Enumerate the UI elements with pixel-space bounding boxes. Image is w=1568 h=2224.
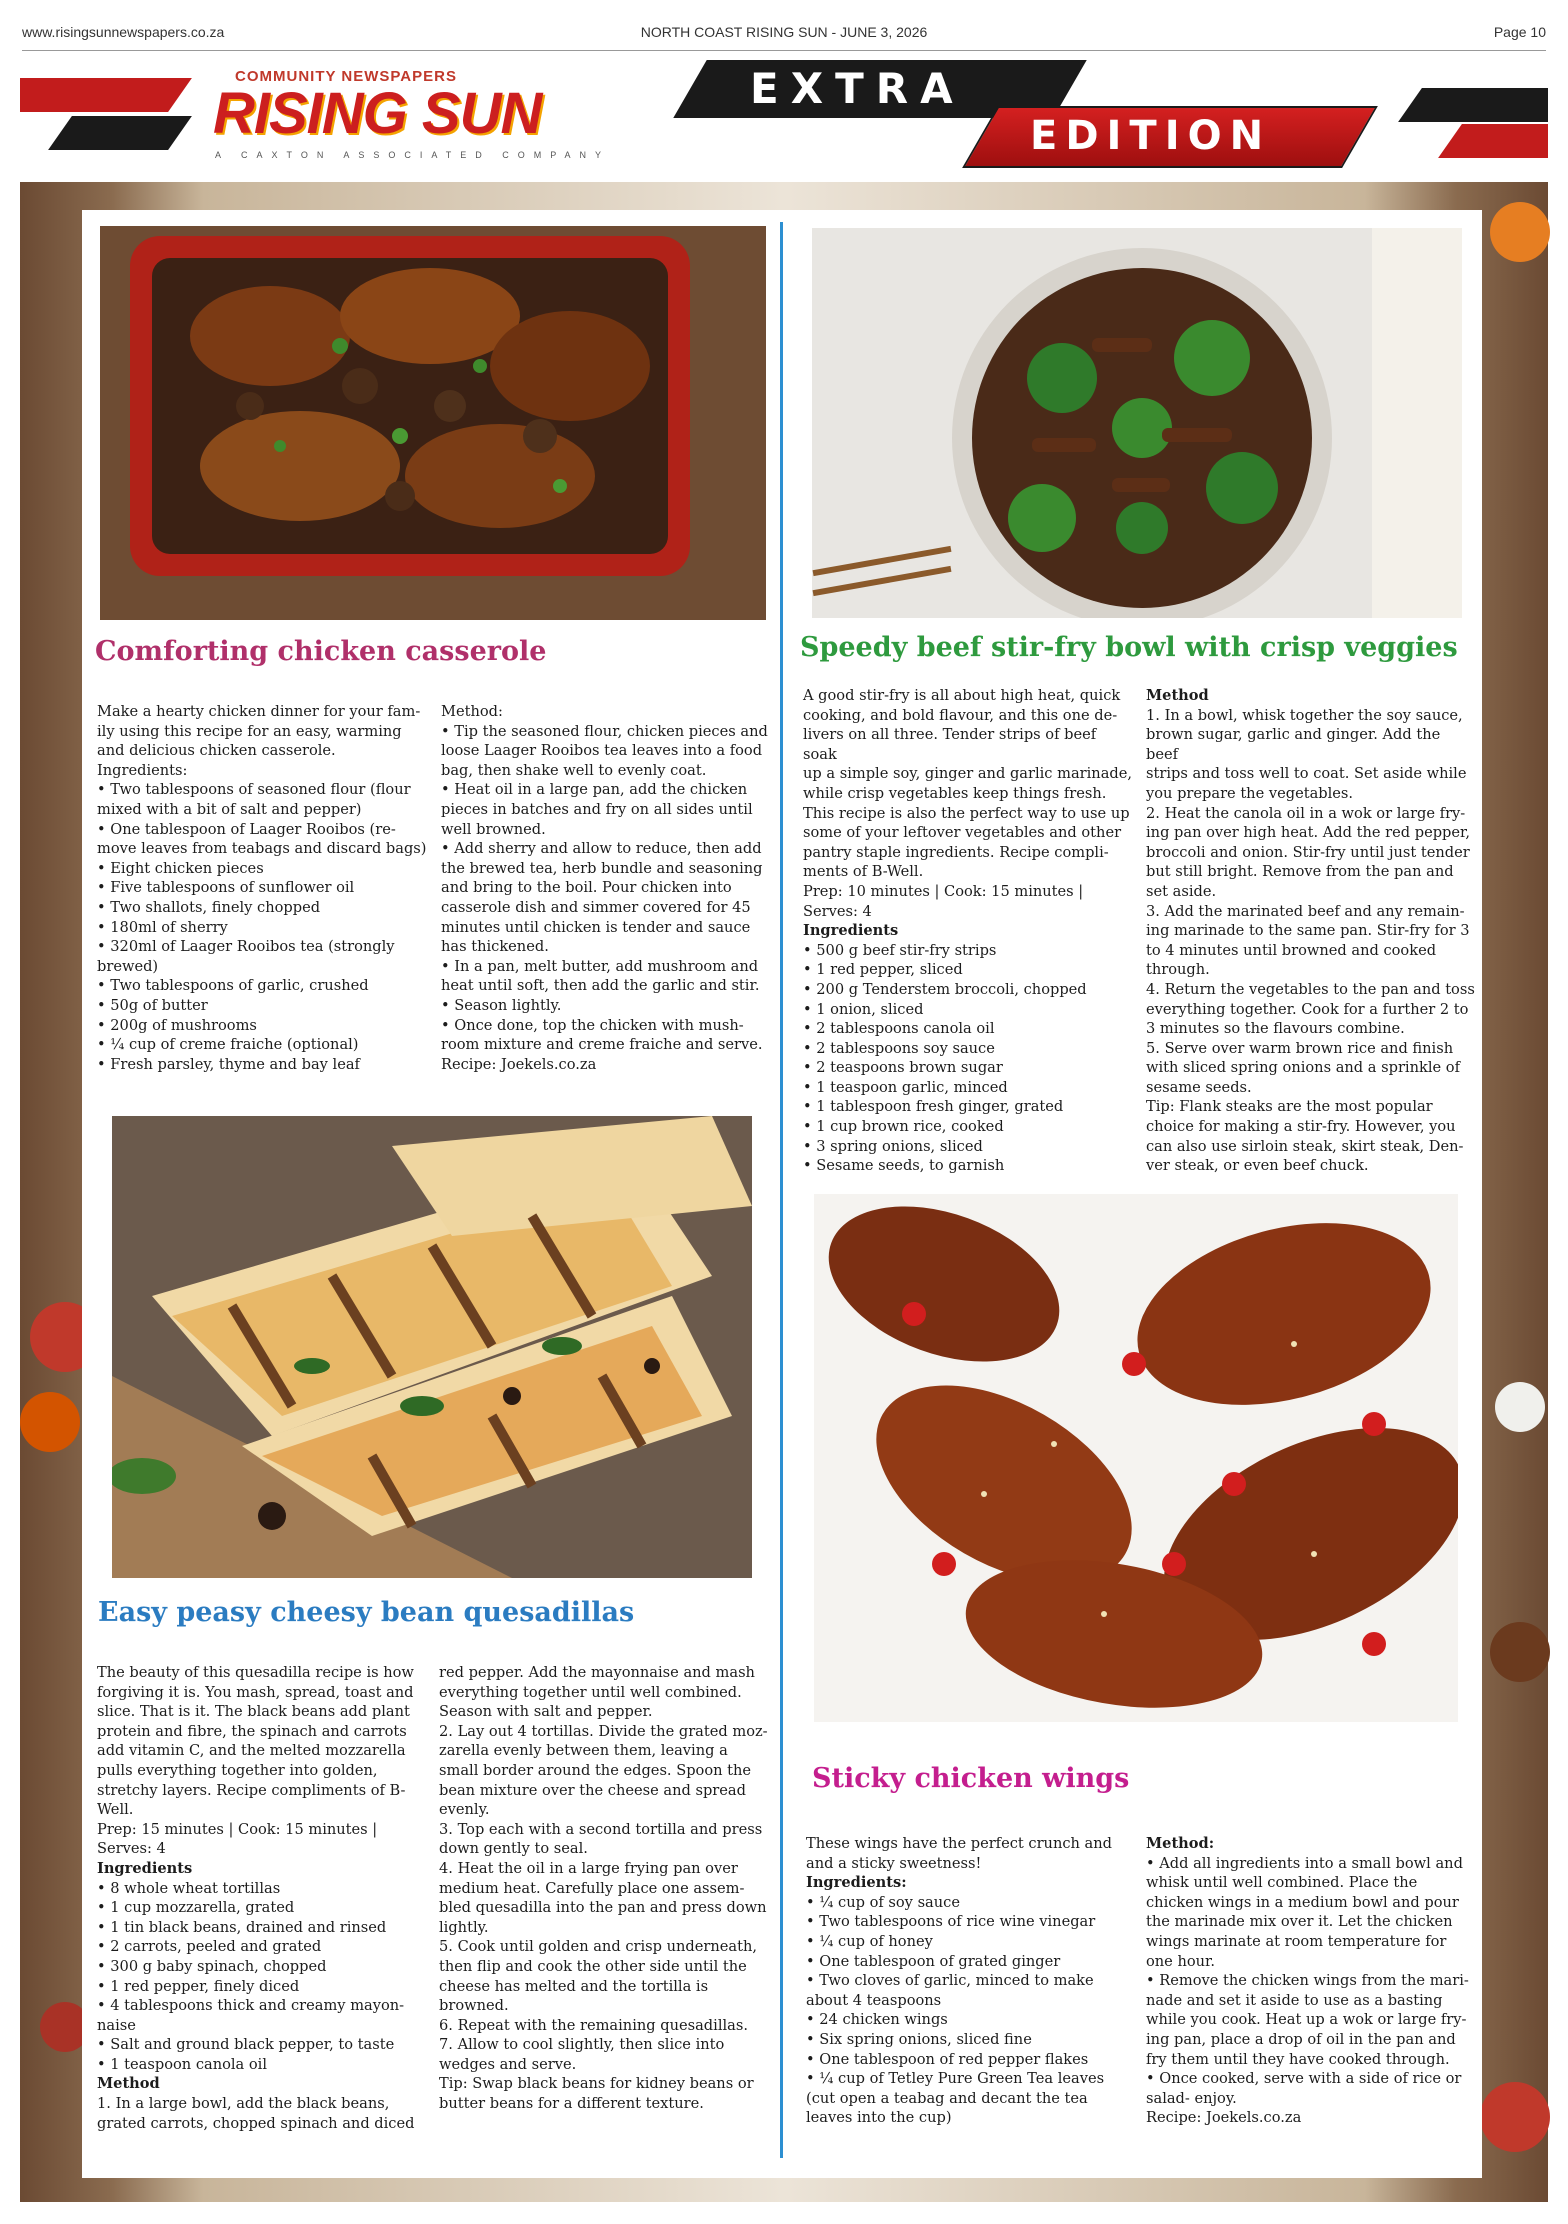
- website-link[interactable]: www.risingsunnewspapers.co.za: [22, 24, 225, 40]
- squash-decoration: [1490, 202, 1550, 262]
- casserole-intro-column: [97, 702, 427, 1074]
- text-line: and bring to the boil. Pour chicken into: [441, 879, 732, 897]
- text-line: Recipe: Joekels.co.za: [441, 1055, 597, 1073]
- text-line: cheese has melted and the tortilla is: [439, 1977, 709, 1995]
- text-line: mixed with a bit of salt and pepper): [97, 800, 362, 818]
- running-header: [22, 24, 1546, 44]
- text-line: (cut open a teabag and decant the tea: [806, 2089, 1088, 2107]
- column-divider: [780, 222, 783, 2158]
- text-line: pantry staple ingredients. Recipe compli-: [803, 843, 1109, 861]
- text-line: • Season lightly.: [441, 996, 562, 1014]
- text-line: casserole dish and simmer covered for 45: [441, 898, 751, 916]
- text-line: • One tablespoon of grated ginger: [806, 1952, 1061, 1970]
- text-line: • 200 g Tenderstem broccoli, chopped: [803, 980, 1087, 998]
- text-line: brown sugar, garlic and ginger. Add the beef: [1146, 726, 1441, 763]
- community-label: COMMUNITY NEWSPAPERS: [235, 68, 457, 85]
- text-line: • Two tablespoons of garlic, crushed: [97, 977, 369, 995]
- text-line: has thickened.: [441, 938, 549, 956]
- text-line: • Two tablespoons of seasoned flour (flour: [97, 781, 411, 799]
- text-line: 3. Add the marinated beef and any remain-: [1146, 902, 1465, 920]
- text-line: stretchy layers. Recipe compliments of B-: [97, 1781, 406, 1799]
- text-line: • 320ml of Laager Rooibos tea (strongly: [97, 938, 395, 956]
- text-line: • Fresh parsley, thyme and bay leaf: [97, 1055, 360, 1073]
- text-line: lightly.: [439, 1918, 489, 1936]
- text-line: up a simple soy, ginger and garlic marinade,: [803, 765, 1133, 783]
- text-line: • 2 teaspoons brown sugar: [803, 1059, 1003, 1077]
- issue-line: NORTH COAST RISING SUN - JUNE 3, 2026: [640, 24, 928, 40]
- beef-stir-fry-photo: [812, 228, 1462, 618]
- text-line: and delicious chicken casserole.: [97, 742, 336, 760]
- text-line: about 4 teaspoons: [806, 1991, 942, 2009]
- text-line: • Remove the chicken wings from the mari-: [1146, 1972, 1469, 1990]
- text-line: down gently to seal.: [439, 1840, 588, 1858]
- text-line: A good stir-fry is all about high heat, quick: [803, 687, 1121, 704]
- text-line: ments of B-Well.: [803, 863, 924, 881]
- text-line: set aside.: [1146, 882, 1217, 900]
- wings-method-column: [1146, 1834, 1476, 2128]
- text-line: one hour.: [1146, 1952, 1216, 1970]
- text-line: 7. Allow to cool slightly, then slice into: [439, 2036, 725, 2054]
- text-line: These wings have the perfect crunch and: [806, 1835, 1112, 1852]
- garlic-decoration: [1495, 1382, 1545, 1432]
- text-line: while you cook. Heat up a wok or large fry-: [1146, 2011, 1467, 2029]
- text-line: • 1 cup mozzarella, grated: [97, 1899, 295, 1917]
- text-line: 2. Lay out 4 tortillas. Divide the grated moz-: [439, 1722, 768, 1740]
- casserole-title: Comforting chicken casserole: [95, 636, 547, 667]
- text-line: • ¼ cup of creme fraiche (optional): [97, 1036, 359, 1054]
- black-stripe-right: [1398, 88, 1548, 122]
- text-line: Method:: [1146, 1835, 1215, 1852]
- newspaper-name: RISING SUN: [213, 81, 542, 146]
- text-line: and a sticky sweetness!: [806, 1854, 982, 1872]
- text-line: 6. Repeat with the remaining quesadillas.: [439, 2016, 748, 2034]
- text-line: the brewed tea, herb bundle and seasoning: [441, 859, 763, 877]
- text-line: • Heat oil in a large pan, add the chicken: [441, 781, 748, 799]
- text-line: then flip and cook the other side until the: [439, 1957, 747, 1975]
- text-line: bag, then shake well to evenly coat.: [441, 761, 707, 779]
- text-line: while crisp vegetables keep things fresh.: [803, 784, 1107, 802]
- text-line: medium heat. Carefully place one assem-: [439, 1879, 745, 1897]
- text-line: • 2 tablespoons soy sauce: [803, 1039, 995, 1057]
- newspaper-logo: [205, 66, 645, 176]
- text-line: wedges and serve.: [439, 2055, 577, 2073]
- company-label: A CAXTON ASSOCIATED COMPANY: [215, 150, 611, 160]
- text-line: • 200g of mushrooms: [97, 1016, 257, 1034]
- text-line: • 2 carrots, peeled and grated: [97, 1938, 322, 1956]
- text-line: but still bright. Remove from the pan and: [1146, 863, 1454, 881]
- text-line: This recipe is also the perfect way to use up: [803, 804, 1130, 822]
- text-line: well browned.: [441, 820, 546, 838]
- tomato-decoration: [20, 1392, 80, 1452]
- text-line: ily using this recipe for an easy, warming: [97, 722, 402, 740]
- text-line: brewed): [97, 957, 159, 975]
- text-line: small border around the edges. Spoon the: [439, 1761, 752, 1779]
- text-line: butter beans for a different texture.: [439, 2095, 704, 2113]
- stirfry-title: Speedy beef stir-fry bowl with crisp veggies: [800, 632, 1458, 663]
- text-line: Well.: [97, 1801, 134, 1819]
- text-line: 5. Cook until golden and crisp underneath,: [439, 1938, 757, 1956]
- text-line: wings marinate at room temperature for: [1146, 1932, 1447, 1950]
- text-line: • Two cloves of garlic, minced to make: [806, 1972, 1094, 1990]
- text-line: • In a pan, melt butter, add mushroom and: [441, 957, 759, 975]
- text-line: 4. Return the vegetables to the pan and toss: [1146, 980, 1475, 998]
- text-line: cooking, and bold flavour, and this one de-: [803, 706, 1118, 724]
- text-line: Method: [1146, 687, 1209, 704]
- text-line: minutes until chicken is tender and sauce: [441, 918, 751, 936]
- red-stripe-right: [1438, 124, 1548, 158]
- text-line: through.: [1146, 961, 1210, 979]
- text-line: browned.: [439, 1997, 509, 2015]
- text-line: • 1 tablespoon fresh ginger, grated: [803, 1098, 1064, 1116]
- text-line: 5. Serve over warm brown rice and finish: [1146, 1039, 1454, 1057]
- text-line: • Eight chicken pieces: [97, 859, 264, 877]
- text-line: Prep: 10 minutes | Cook: 15 minutes |: [803, 882, 1084, 900]
- text-line: • Two shallots, finely chopped: [97, 898, 321, 916]
- text-line: ing pan, place a drop of oil in the pan and: [1146, 2030, 1456, 2048]
- quesadilla-intro-column: [97, 1663, 427, 2133]
- text-line: red pepper. Add the mayonnaise and mash: [439, 1664, 755, 1681]
- text-line: with sliced spring onions and a sprinkle of: [1146, 1059, 1460, 1077]
- quesadilla-method-column: [439, 1663, 769, 2114]
- text-line: Ingredients: [803, 922, 899, 940]
- text-line: salad- enjoy.: [1146, 2089, 1237, 2107]
- text-line: move leaves from teabags and discard bags): [97, 840, 427, 858]
- casserole-method-column: [441, 702, 771, 1074]
- text-line: loose Laager Rooibos tea leaves into a food: [441, 742, 763, 760]
- text-line: • 300 g baby spinach, chopped: [97, 1957, 327, 1975]
- masthead-banner: [20, 58, 1548, 178]
- text-line: • One tablespoon of Laager Rooibos (re-: [97, 820, 396, 838]
- text-line: livers on all three. Tender strips of beef soak: [803, 726, 1097, 763]
- text-line: • 2 tablespoons canola oil: [803, 1020, 995, 1038]
- chicken-wings-photo: [814, 1194, 1458, 1722]
- text-line: leaves into the cup): [806, 2109, 952, 2127]
- text-line: • Add sherry and allow to reduce, then add: [441, 840, 762, 858]
- text-line: The beauty of this quesadilla recipe is how: [97, 1664, 414, 1681]
- text-line: to 4 minutes until browned and cooked: [1146, 941, 1437, 959]
- text-line: pieces in batches and fry on all sides until: [441, 800, 753, 818]
- text-line: heat until soft, then add the garlic and stir.: [441, 977, 760, 995]
- text-line: chicken wings in a medium bowl and pour: [1146, 1893, 1459, 1911]
- text-line: ver steak, or even beef chuck.: [1146, 1157, 1369, 1175]
- text-line: Tip: Swap black beans for kidney beans or: [439, 2075, 754, 2093]
- text-line: • 3 spring onions, sliced: [803, 1137, 983, 1155]
- text-line: • ¼ cup of Tetley Pure Green Tea leaves: [806, 2070, 1105, 2088]
- text-line: broccoli and onion. Stir-fry until just tender: [1146, 843, 1470, 861]
- stirfry-intro-column: [803, 686, 1133, 1176]
- text-line: protein and fibre, the spinach and carrots: [97, 1722, 407, 1740]
- text-line: nade and set it aside to use as a basting: [1146, 1991, 1443, 2009]
- text-line: the marinade mix over it. Let the chicken: [1146, 1913, 1453, 1931]
- stirfry-method-column: [1146, 686, 1476, 1176]
- text-line: Season with salt and pepper.: [439, 1703, 653, 1721]
- text-line: 4. Heat the oil in a large frying pan over: [439, 1859, 738, 1877]
- text-line: • 1 red pepper, sliced: [803, 961, 963, 979]
- spice-bowl-decoration: [1490, 1622, 1550, 1682]
- text-line: 3 minutes so the flavours combine.: [1146, 1020, 1405, 1038]
- text-line: Ingredients:: [806, 1874, 907, 1892]
- text-line: Ingredients: [97, 1859, 193, 1877]
- text-line: Serves: 4: [97, 1840, 166, 1858]
- text-line: add vitamin C, and the melted mozzarella: [97, 1742, 406, 1760]
- text-line: Tip: Flank steaks are the most popular: [1146, 1098, 1433, 1116]
- text-line: • Salt and ground black pepper, to taste: [97, 2036, 395, 2054]
- text-line: fry them until they have cooked through.: [1146, 2050, 1450, 2068]
- text-line: • 500 g beef stir-fry strips: [803, 941, 997, 959]
- text-line: • Add all ingredients into a small bowl and: [1146, 1854, 1463, 1872]
- text-line: • One tablespoon of red pepper flakes: [806, 2050, 1089, 2068]
- text-line: 1. In a large bowl, add the black beans,: [97, 2095, 390, 2113]
- text-line: • 1 teaspoon canola oil: [97, 2055, 268, 2073]
- text-line: • 1 cup brown rice, cooked: [803, 1118, 1004, 1136]
- extra-label: EXTRA: [750, 64, 965, 113]
- red-stripe-left: [20, 78, 192, 112]
- text-line: bean mixture over the cheese and spread: [439, 1781, 746, 1799]
- text-line: sesame seeds.: [1146, 1078, 1252, 1096]
- text-line: Method:: [441, 703, 503, 720]
- text-line: • 1 teaspoon garlic, minced: [803, 1078, 1008, 1096]
- quesadilla-title: Easy peasy cheesy bean quesadillas: [98, 1597, 635, 1628]
- text-line: everything together until well combined.: [439, 1683, 742, 1701]
- text-line: can also use sirloin steak, skirt steak, Den-: [1146, 1137, 1464, 1155]
- text-line: 2. Heat the canola oil in a wok or large fry-: [1146, 804, 1466, 822]
- text-line: • ¼ cup of soy sauce: [806, 1893, 960, 1911]
- text-line: • Sesame seeds, to garnish: [803, 1157, 1005, 1175]
- wings-ingredients-column: [806, 1834, 1136, 2128]
- text-line: Prep: 15 minutes | Cook: 15 minutes |: [97, 1820, 378, 1838]
- text-line: Make a hearty chicken dinner for your fam-: [97, 703, 421, 720]
- text-line: Ingredients:: [97, 761, 188, 779]
- text-line: • 50g of butter: [97, 996, 208, 1014]
- text-line: • Tip the seasoned flour, chicken pieces and: [441, 722, 768, 740]
- text-line: slice. That is it. The black beans add plant: [97, 1703, 410, 1721]
- text-line: grated carrots, chopped spinach and diced: [97, 2114, 415, 2132]
- text-line: ing marinade to the same pan. Stir-fry for 3: [1146, 922, 1470, 940]
- text-line: • 1 onion, sliced: [803, 1000, 924, 1018]
- text-line: • 24 chicken wings: [806, 2011, 948, 2029]
- black-stripe-left: [48, 116, 192, 150]
- text-line: • Once cooked, serve with a side of rice or: [1146, 2070, 1462, 2088]
- text-line: strips and toss well to coat. Set aside while: [1146, 765, 1467, 783]
- edition-label: EDITION: [1030, 113, 1272, 159]
- text-line: • 180ml of sherry: [97, 918, 228, 936]
- text-line: Recipe: Joekels.co.za: [1146, 2109, 1302, 2127]
- chicken-casserole-photo: [100, 226, 766, 620]
- text-line: bled quesadilla into the pan and press down: [439, 1899, 767, 1917]
- tomato-decoration: [1480, 2082, 1550, 2152]
- text-line: zarella evenly between them, leaving a: [439, 1742, 728, 1760]
- text-line: • Five tablespoons of sunflower oil: [97, 879, 355, 897]
- text-line: Method: [97, 2075, 160, 2093]
- wings-title: Sticky chicken wings: [812, 1763, 1130, 1794]
- quesadilla-photo: [112, 1116, 752, 1578]
- text-line: some of your leftover vegetables and other: [803, 824, 1122, 842]
- text-line: • 8 whole wheat tortillas: [97, 1879, 281, 1897]
- text-line: • Once done, top the chicken with mush-: [441, 1016, 744, 1034]
- text-line: room mixture and creme fraiche and serve.: [441, 1036, 763, 1054]
- header-rule: [22, 50, 1546, 51]
- text-line: everything together. Cook for a further 2 to: [1146, 1000, 1469, 1018]
- text-line: 3. Top each with a second tortilla and press: [439, 1820, 763, 1838]
- text-line: you prepare the vegetables.: [1146, 784, 1354, 802]
- text-line: • Two tablespoons of rice wine vinegar: [806, 1913, 1096, 1931]
- text-line: choice for making a stir-fry. However, you: [1146, 1118, 1456, 1136]
- page-number: Page 10: [1493, 24, 1546, 40]
- text-line: whisk until well combined. Place the: [1146, 1874, 1418, 1892]
- text-line: pulls everything together into golden,: [97, 1761, 378, 1779]
- text-line: forgiving it is. You mash, spread, toast and: [97, 1683, 414, 1701]
- text-line: • 1 tin black beans, drained and rinsed: [97, 1918, 387, 1936]
- text-line: • 1 red pepper, finely diced: [97, 1977, 300, 1995]
- text-line: • Six spring onions, sliced fine: [806, 2030, 1032, 2048]
- text-line: • ¼ cup of honey: [806, 1932, 933, 1950]
- text-line: naise: [97, 2016, 136, 2034]
- text-line: ing pan over high heat. Add the red pepper,: [1146, 824, 1471, 842]
- text-line: 1. In a bowl, whisk together the soy sauce,: [1146, 706, 1463, 724]
- text-line: Serves: 4: [803, 902, 872, 920]
- text-line: evenly.: [439, 1801, 490, 1819]
- text-line: • 4 tablespoons thick and creamy mayon-: [97, 1997, 405, 2015]
